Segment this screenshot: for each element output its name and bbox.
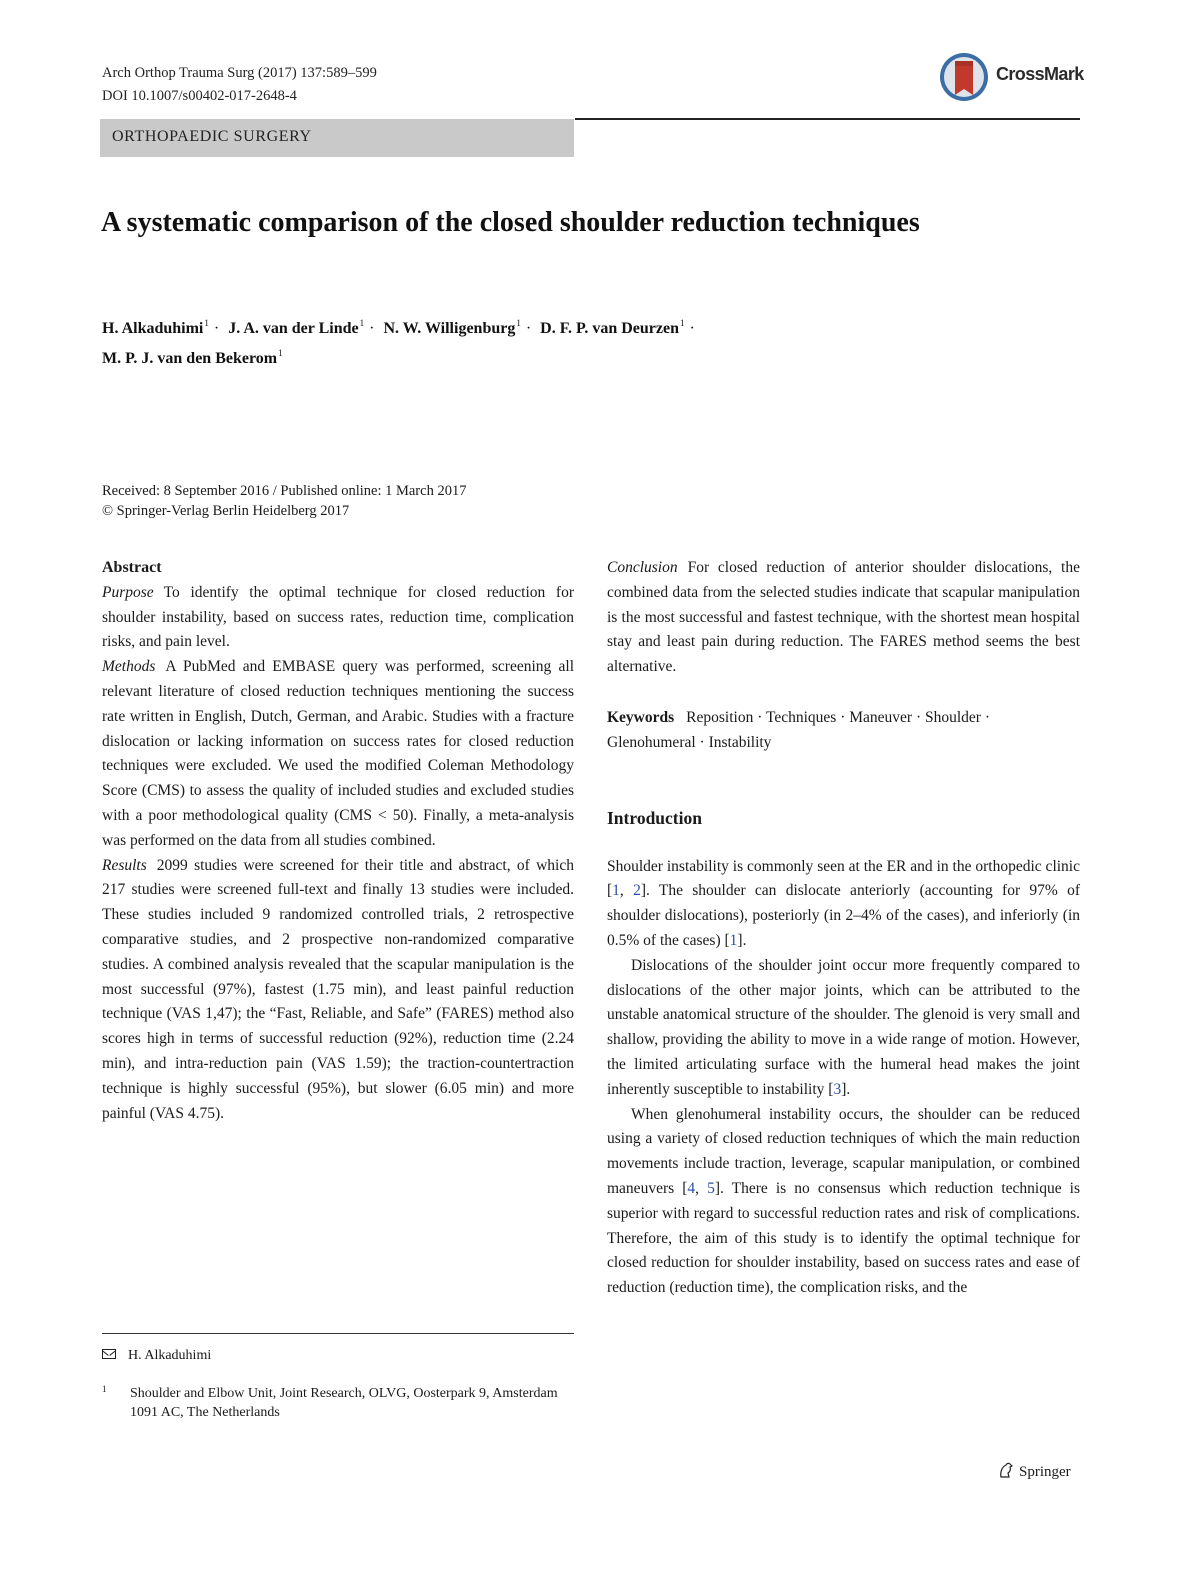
results-label: Results: [102, 856, 147, 874]
affiliation-number: 1: [102, 1384, 107, 1394]
reference-link[interactable]: 1: [729, 931, 738, 949]
purpose-text: To identify the optimal technique for closed reduction for shoulder instability, based on success rates, reduction time, complication risks, and pain level.: [102, 583, 574, 651]
keywords: [607, 706, 1080, 756]
results-text: 2099 studies were screened for their title and abstract, of which 217 studies were screened full-text and finally 13 studies were included. These studies included 9 randomized controlled trials, 2 retrospective comparative studies, and 2 prospective non-randomized comparative studies. A combined analysis revealed that the scapular manipulation is the most successful (97%), fastest (1.75 min), and least painful reduction technique (VAS 1,47); the “Fast, Reliable, and Safe” (FARES) method also scores high in terms of successful reduction (92%), reduction time (2.24 min), and intra-reduction pain (VAS 1.59); the traction-countertraction technique is highly successful (95%), but slower (6.05 min) and more painful (VAS 4.75).: [102, 856, 574, 1122]
author-list: H. Alkaduhimi$^1$ · J. A. van der Linde$^1$ · N. W. Willigenburg$^1$ · D. F. P. van Deurzen$^1$ · M. P. J. van den Bekerom$^1$: [102, 318, 695, 367]
keywords-text: Reposition · Techniques · Maneuver · Shoulder · Glenohumeral · Instability: [607, 708, 990, 751]
section-label: ORTHOPAEDIC SURGERY: [112, 128, 312, 145]
author-name[interactable]: N. W. Willigenburg: [383, 320, 516, 337]
reference-link[interactable]: 2: [633, 882, 641, 900]
abstract-column: [102, 556, 574, 1126]
header-rule: [575, 118, 1080, 120]
crossmark-badge[interactable]: [938, 49, 1083, 105]
footnote-rule: [102, 1333, 574, 1334]
publication-dates: [102, 481, 466, 521]
crossmark-icon: [938, 51, 990, 103]
author-name[interactable]: J. A. van der Linde: [228, 320, 359, 337]
conclusion-label: Conclusion: [607, 559, 678, 576]
copyright-line: © Springer-Verlag Berlin Heidelberg 2017: [102, 503, 350, 519]
received-date: Received: 8 September 2016 / Published online: 1 March 2017: [102, 483, 467, 499]
intro-paragraph: When glenohumeral instability occurs, the shoulder can be reduced using a variety of closed reduction techniques of which the main reduction movements include traction, leverage, scapular manipulation, or combined maneuvers [4, 5]. There is no consensus which reduction technique is superior with regard to successful reduction rates and risk of complications. Therefore, the aim of this study is to identify the optimal technique for closed reduction for shoulder instability, based on success rates and ease of reduction (reduction time), the complication risks, and the: [607, 1105, 1080, 1297]
author-affiliation-mark: 1: [680, 318, 685, 328]
abstract-methods: [102, 655, 574, 853]
publisher-logo: [997, 1461, 1071, 1481]
abstract-conclusion: [607, 556, 1080, 680]
author-affiliation-mark: 1: [359, 318, 365, 328]
reference-link[interactable]: 4: [687, 1179, 696, 1197]
intro-paragraph: Dislocations of the shoulder joint occur more frequently compared to dislocations of the other major joints, which can be attributed to the unstable anatomical structure of the shoulder. The glenoid is very small and shallow, providing the ability to move in a wide range of motion. However, the limited articulating surface with the humeral head makes the joint inherently susceptible to instability [3].: [607, 956, 1080, 1098]
article-title: A systematic comparison of the closed shoulder reduction techniques: [101, 207, 920, 238]
author-affiliation-mark: 1: [204, 318, 209, 328]
reference-link[interactable]: 3: [833, 1080, 842, 1098]
conclusion-text: For closed reduction of anterior shoulder dislocations, the combined data from the selected studies indicate that scapular manipulation is the most successful and fastest technique, with the shortest mean hospital stay and least pain during reduction. The FARES method seems the best alternative.: [607, 559, 1080, 676]
journal-citation: Arch Orthop Trauma Surg (2017) 137:589–599: [102, 65, 377, 81]
methods-label: Methods: [102, 658, 156, 676]
methods-text: A PubMed and EMBASE query was performed, screening all relevant literature of closed reduction techniques mentioning the success rate written in English, Dutch, German, and Arabic. Studies with a fracture dislocation or lacking information on success rates for closed reduction techniques were excluded. We used the modified Coleman Methodology Score (CMS) to assess the quality of included studies and excluded studies with a poor methodological quality (CMS < 50). Finally, a meta-analysis was performed on the data from all studies combined.: [102, 658, 574, 849]
abstract-purpose: [102, 581, 574, 655]
author-name[interactable]: D. F. P. van Deurzen: [540, 320, 679, 337]
corresponding-author: [102, 1346, 211, 1365]
introduction-heading: Introduction: [607, 807, 702, 828]
corresponding-author-name: H. Alkaduhimi: [128, 1348, 212, 1363]
intro-paragraph: Shoulder instability is commonly seen at the ER and in the orthopedic clinic [1, 2]. The shoulder can dislocate anteriorly (accounting for 97% of shoulder dislocations), posteriorly (in 2–4% of the cases), and inferiorly (in 0.5% of the cases) [1].: [607, 857, 1080, 949]
springer-horse-icon: [997, 1461, 1015, 1479]
author-affiliation-mark: 1: [278, 348, 283, 358]
reference-link[interactable]: 5: [707, 1179, 715, 1197]
abstract-heading: Abstract: [102, 559, 162, 576]
right-column: [607, 556, 1080, 1301]
crossmark-label: CrossMark: [996, 64, 1084, 84]
affiliation-text: Shoulder and Elbow Unit, Joint Research, OLVG, Oosterpark 9, Amsterdam 1091 AC, The Netherlands: [130, 1386, 558, 1420]
mail-icon[interactable]: [102, 1349, 116, 1359]
doi-link[interactable]: DOI 10.1007/s00402-017-2648-4: [102, 88, 297, 104]
purpose-label: Purpose: [102, 583, 154, 601]
reference-link[interactable]: 1: [612, 882, 620, 900]
abstract-results: [102, 854, 574, 1127]
section-band: [100, 119, 574, 157]
author-name[interactable]: H. Alkaduhimi: [102, 320, 204, 337]
author-affiliation-mark: 1: [516, 318, 521, 328]
author-name[interactable]: M. P. J. van den Bekerom: [102, 350, 278, 367]
keywords-label: Keywords: [607, 708, 675, 726]
publisher-name: Springer: [1019, 1464, 1071, 1480]
